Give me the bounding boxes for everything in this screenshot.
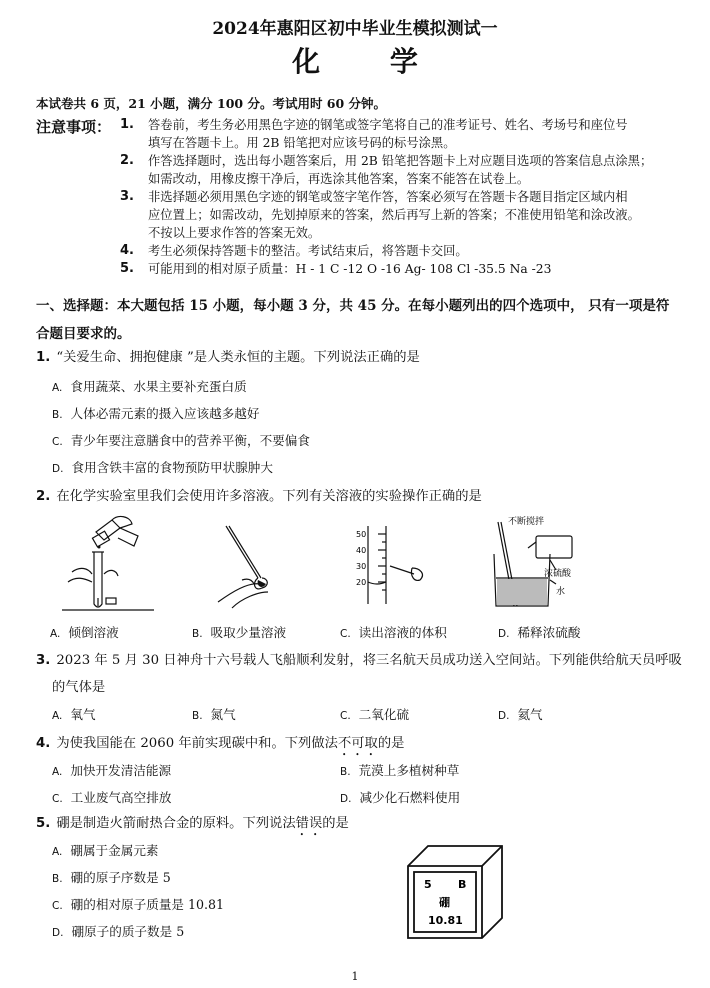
option-letter: B. [52, 873, 63, 885]
option-text: 稀释浓硫酸 [517, 625, 581, 640]
question-text: 硼是制造火箭耐热合金的原料。下列说法 [56, 816, 296, 831]
figure-dilute-acid [484, 514, 584, 614]
figure-pour-solution [58, 512, 158, 616]
label-stir: 不断搅拌 [508, 517, 545, 527]
q4-option-a [52, 760, 171, 779]
question-number: 4. [36, 736, 51, 751]
exam-info: 本试卷共 6 页，21 小题，满分 100 分。考试用时 60 分钟。 [36, 96, 387, 111]
option-text: 食用蔬菜、水果主要补充蛋白质 [70, 379, 247, 394]
option-text: 二氧化硫 [358, 707, 410, 722]
cylinder-tick-label: 30 [356, 562, 367, 571]
option-letter: D. [498, 710, 510, 722]
q3-option-a [52, 704, 96, 723]
option-text: 加快开发清洁能源 [70, 763, 172, 778]
option-letter: B. [340, 766, 351, 778]
exam-title: 2024年惠阳区初中毕业生模拟测试一 [212, 19, 498, 39]
q5-option-d [52, 921, 184, 940]
section-heading-line: 一、选择题：本大题包括 15 小题，每小题 3 分，共 45 分。在每小题列出的四个选项中， 只有一项是符 [36, 298, 670, 314]
q4-option-b [340, 760, 459, 779]
emphasized-text: 错误 [295, 816, 323, 831]
element-symbol: B [458, 878, 467, 891]
notice-item-number: 1. [120, 117, 134, 132]
option-text: 硼的相对原子质量是 10.81 [70, 897, 225, 912]
option-text: 硼原子的质子数是 5 [71, 924, 185, 939]
question-text: 的是 [377, 736, 405, 751]
question-number: 2. [36, 489, 51, 504]
option-text: 倾倒溶液 [68, 625, 119, 640]
question-3-stem [36, 649, 682, 668]
cylinder-tick-label: 20 [356, 578, 367, 587]
q2-option-b [192, 622, 286, 641]
option-letter: A. [52, 710, 63, 722]
question-3-stem-continued: 的气体是 [52, 680, 106, 695]
notice-label: 注意事项： [36, 118, 112, 136]
question-number: 1. [36, 350, 51, 365]
option-text: 工业废气高空排放 [70, 790, 172, 805]
option-letter: D. [498, 628, 510, 640]
notice-item-number: 3. [120, 189, 134, 204]
option-letter: B. [52, 409, 63, 421]
option-text: 减少化石燃料使用 [359, 790, 461, 805]
notice-item-line: 应位置上；如需改动，先划掉原来的答案，然后再写上新的答案；不准使用铅笔和涂改液。 [148, 208, 640, 222]
element-name: 硼 [439, 896, 450, 909]
q4-option-d [340, 787, 460, 806]
notice-item-line: 如需改动，用橡皮擦干净后，再选涂其他答案，答案不能答在试卷上。 [148, 172, 530, 186]
option-letter: D. [52, 463, 64, 475]
option-letter: A. [52, 382, 63, 394]
notice-item-line: 考生必须保持答题卡的整洁。考试结束后，将答题卡交回。 [148, 244, 468, 258]
notice-item-number: 2. [120, 153, 134, 168]
section-heading [36, 292, 686, 348]
option-text: 氧气 [70, 707, 96, 722]
question-text: 在化学实验室里我们会使用许多溶液。下列有关溶液的实验操作正确的是 [56, 489, 482, 504]
option-letter: C. [340, 710, 351, 722]
option-letter: D. [340, 793, 352, 805]
notice-item-line: 填写在答题卡上。用 2B 铅笔把对应该号码的标号涂黑。 [148, 136, 456, 150]
option-text: 青少年要注意膳食中的营养平衡，不要偏食 [70, 433, 310, 448]
notice-item-number: 4. [120, 243, 134, 258]
option-letter: C. [340, 628, 351, 640]
question-number: 5. [36, 816, 51, 831]
option-letter: C. [52, 793, 63, 805]
question-text: “关爱生命、拥抱健康 ”是人类永恒的主题。下列说法正确的是 [56, 350, 420, 365]
question-1-stem [36, 346, 420, 365]
notice-item-number: 5. [120, 261, 134, 276]
element-card-boron [404, 842, 510, 942]
notice-item-line: 作答选择题时，选出每小题答案后，用 2B 铅笔把答题卡上对应题目选项的答案信息点涂黑； [148, 154, 653, 168]
q3-option-c [340, 704, 409, 723]
figure-dropper [212, 522, 282, 612]
q1-option-b [52, 403, 259, 422]
q5-option-b [52, 867, 171, 886]
option-text: 硼的原子序数是 5 [70, 870, 171, 885]
question-text: 的是 [322, 816, 349, 831]
notice-item-line: 答卷前，考生务必用黑色字迹的钢笔或签字笔将自己的准考证号、姓名、考场号和座位号 [148, 118, 628, 132]
q3-option-d [498, 704, 543, 723]
option-letter: D. [52, 927, 64, 939]
option-letter: B. [192, 628, 203, 640]
q2-option-c [340, 622, 447, 641]
notice-item-line: 非选择题必须用黑色字迹的钢笔或签字笔作答，答案必须写在答题卡各题目指定区域内相 [148, 190, 628, 204]
section-heading-line: 合题目要求的。 [36, 326, 131, 342]
option-text: 荒漠上多植树种草 [358, 763, 460, 778]
question-5-stem [36, 812, 349, 839]
option-letter: A. [52, 766, 63, 778]
option-letter: A. [52, 846, 63, 858]
q1-option-a [52, 376, 247, 395]
option-letter: A. [50, 628, 61, 640]
q3-option-b [192, 704, 236, 723]
q5-option-c [52, 894, 224, 913]
option-text: 读出溶液的体积 [358, 625, 447, 640]
option-text: 食用含铁丰富的食物预防甲状腺肿大 [71, 460, 273, 475]
figure-graduated-cylinder [356, 524, 438, 606]
question-2-stem [36, 485, 482, 504]
q2-option-a [50, 622, 119, 641]
label-concentrated-acid: 浓硫酸 [544, 569, 572, 579]
notice-item-line: 可能用到的相对原子质量：H - 1 C -12 O -16 Ag- 108 Cl -35.5 Na -23 [148, 262, 552, 276]
q5-option-a [52, 840, 159, 859]
option-text: 吸取少量溶液 [210, 625, 287, 640]
atomic-number: 5 [424, 878, 432, 891]
q2-option-d [498, 622, 580, 641]
question-4-stem [36, 732, 404, 759]
q1-option-c [52, 430, 310, 449]
cylinder-tick-label: 50 [356, 530, 367, 539]
option-letter: B. [192, 710, 203, 722]
label-water: 水 [556, 587, 566, 597]
subject-title: 化 学 [292, 45, 448, 78]
option-text: 人体必需元素的摄入应该越多越好 [70, 406, 260, 421]
question-text: 为使我国能在 2060 年前实现碳中和。下列做法 [56, 736, 338, 751]
q4-option-c [52, 787, 171, 806]
question-text: 2023 年 5 月 30 日神舟十六号载人飞船顺利发射，将三名航天员成功送入空间站。下列能供给航天员呼吸 [56, 653, 682, 668]
option-text: 氮气 [210, 707, 236, 722]
emphasized-text: 不可取 [337, 736, 378, 751]
atomic-mass: 10.81 [428, 914, 463, 927]
option-letter: C. [52, 436, 63, 448]
cylinder-tick-label: 40 [356, 546, 367, 555]
option-text: 氦气 [517, 707, 543, 722]
page-number: 1 [351, 970, 359, 983]
question-number: 3. [36, 653, 51, 668]
option-text: 硼属于金属元素 [70, 843, 159, 858]
q1-option-d [52, 457, 273, 476]
option-letter: C. [52, 900, 63, 912]
notice-item-line: 不按以上要求作答的答案无效。 [148, 226, 321, 240]
